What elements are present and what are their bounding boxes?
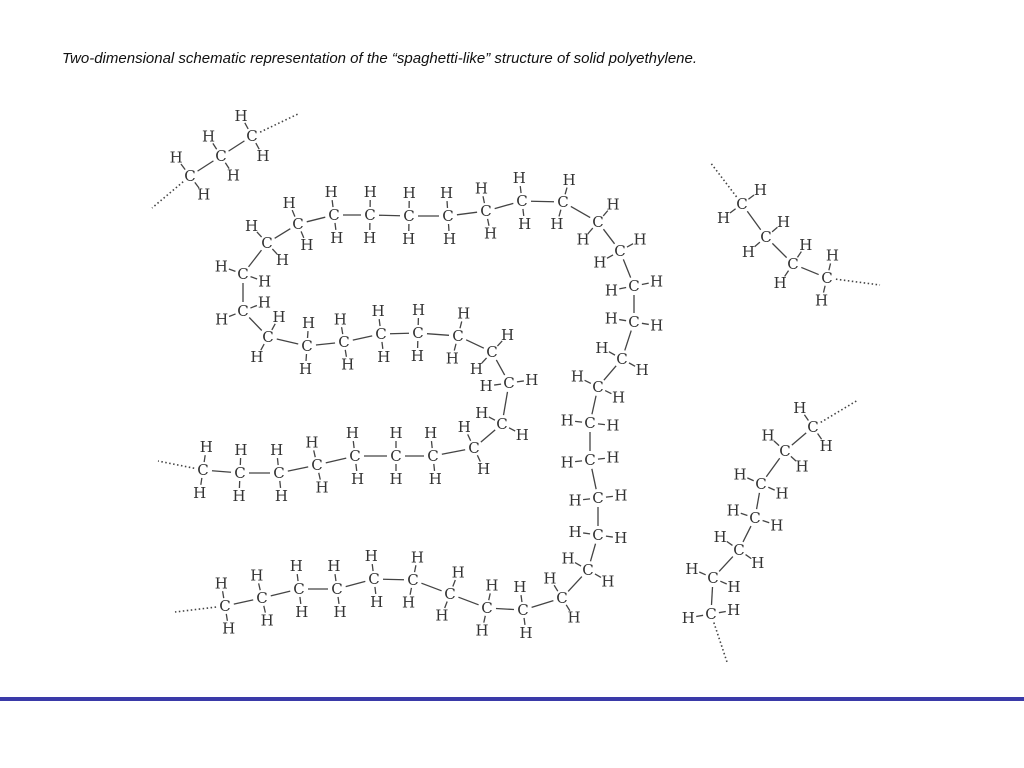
hydrogen-atom: H xyxy=(601,572,615,591)
carbon-atom: C xyxy=(234,464,246,482)
carbon-atom: C xyxy=(331,580,343,598)
carbon-bond xyxy=(212,471,231,473)
chain-continuation xyxy=(260,114,298,132)
hydrogen-atom: H xyxy=(402,184,416,203)
hydrogen-atom: H xyxy=(741,242,756,261)
hydrogen-atom: H xyxy=(295,602,309,621)
carbon-atom: C xyxy=(614,242,626,260)
hydrogen-atom: H xyxy=(250,566,264,585)
hydrogen-atom: H xyxy=(250,348,264,367)
carbon-atom: C xyxy=(517,601,529,619)
hydrogen-bond xyxy=(619,320,626,321)
carbon-atom: C xyxy=(219,597,231,615)
hydrogen-atom: H xyxy=(727,578,741,597)
hydrogen-atom: H xyxy=(568,491,582,510)
hydrogen-bond xyxy=(763,521,770,523)
hydrogen-bond xyxy=(727,541,733,545)
carbon-bond xyxy=(442,450,465,455)
hydrogen-atom: H xyxy=(234,106,248,125)
hydrogen-atom: H xyxy=(275,251,290,270)
carbon-bond xyxy=(604,366,616,380)
carbon-atom: C xyxy=(293,580,305,598)
carbon-bond xyxy=(496,608,514,609)
carbon-bond xyxy=(353,336,372,340)
hydrogen-atom: H xyxy=(815,291,829,310)
hydrogen-atom: H xyxy=(560,453,574,472)
carbon-atom: C xyxy=(184,167,196,185)
carbon-atom: C xyxy=(215,147,227,165)
hydrogen-atom: H xyxy=(402,229,416,248)
hydrogen-atom: H xyxy=(485,576,499,595)
carbon-atom: C xyxy=(486,343,498,361)
carbon-bond xyxy=(379,215,400,216)
hydrogen-bond xyxy=(583,533,590,534)
carbon-bond xyxy=(504,392,508,415)
figure-caption: Two-dimensional schematic representation of the “spaghetti-like” structure of solid polyethylene. xyxy=(62,50,698,67)
carbon-atom: C xyxy=(628,277,640,295)
hydrogen-atom: H xyxy=(298,359,313,378)
hydrogen-atom: H xyxy=(726,501,740,520)
hydrogen-bond xyxy=(642,323,649,324)
carbon-bond xyxy=(571,206,590,217)
carbon-atom xyxy=(442,207,453,225)
hydrogen-atom: H xyxy=(301,314,316,333)
hydrogen-atom: H xyxy=(412,301,426,320)
carbon-atom: C xyxy=(311,456,323,474)
hydrogen-atom: H xyxy=(477,459,491,478)
hydrogen-bond xyxy=(583,499,590,500)
carbon-atom: C xyxy=(481,599,493,617)
carbon-atom: C xyxy=(584,451,596,469)
hydrogen-bond xyxy=(598,458,605,459)
hydrogen-bond xyxy=(585,380,591,383)
hydrogen-atom: H xyxy=(214,574,228,593)
carbon-atom: C xyxy=(582,561,594,579)
hydrogen-atom: H xyxy=(341,355,355,374)
hydrogen-atom: H xyxy=(519,623,533,642)
hydrogen-atom: H xyxy=(282,193,296,212)
hydrogen-atom: H xyxy=(315,478,329,497)
carbon-bond xyxy=(711,587,712,605)
hydrogen-atom: H xyxy=(424,424,438,443)
hydrogen-atom: H xyxy=(351,469,365,488)
hydrogen-atom xyxy=(443,230,456,248)
hydrogen-atom: H xyxy=(561,549,575,568)
carbon-bond xyxy=(592,469,596,489)
hydrogen-atom: H xyxy=(604,309,618,328)
hydrogen-atom: H xyxy=(370,592,384,611)
chain-continuation xyxy=(714,623,727,662)
hydrogen-bond xyxy=(607,255,613,258)
hydrogen-bond xyxy=(250,305,257,308)
carbon-atom: C xyxy=(301,337,313,355)
hydrogen-atom: H xyxy=(475,404,489,423)
chain-continuation xyxy=(152,182,183,208)
carbon-atom: C xyxy=(412,324,424,342)
chain-continuation xyxy=(821,400,858,422)
hydrogen-bond xyxy=(642,283,649,284)
hydrogen-atom: H xyxy=(685,559,699,578)
hydrogen-atom: H xyxy=(244,216,259,235)
hydrogen-atom: H xyxy=(614,486,628,505)
hydrogen-atom: H xyxy=(327,557,341,576)
carbon-atom: C xyxy=(705,605,717,623)
hydrogen-bond xyxy=(699,572,705,575)
hydrogen-bond xyxy=(629,363,635,366)
carbon-atom: C xyxy=(787,255,799,273)
hydrogen-atom: H xyxy=(457,304,471,323)
carbon-bond xyxy=(307,217,326,222)
chain-continuation xyxy=(158,461,194,468)
carbon-bond xyxy=(271,591,291,596)
carbon-atom: C xyxy=(749,509,761,527)
hydrogen-atom: H xyxy=(650,316,664,335)
carbon-bond xyxy=(326,458,346,463)
carbon-bond xyxy=(421,583,441,591)
hydrogen-bond xyxy=(251,277,258,279)
hydrogen-atom: H xyxy=(428,469,442,488)
carbon-atom: C xyxy=(480,202,492,220)
hydrogen-atom: H xyxy=(560,411,574,430)
hydrogen-atom: H xyxy=(445,349,459,368)
carbon-atom: C xyxy=(707,569,719,587)
carbon-bond xyxy=(466,340,484,348)
carbon-atom: C xyxy=(807,418,819,436)
hydrogen-atom: H xyxy=(260,611,274,630)
hydrogen-atom: H xyxy=(474,179,488,198)
carbon-atom: C xyxy=(503,374,515,392)
hydrogen-atom: H xyxy=(512,169,526,188)
carbon-atom: C xyxy=(403,207,415,225)
hydrogen-bond xyxy=(741,513,748,515)
carbon-atom: C xyxy=(616,350,628,368)
hydrogen-atom: H xyxy=(333,602,347,621)
hydrogen-atom: H xyxy=(389,470,403,488)
hydrogen-atom: H xyxy=(576,230,590,249)
hydrogen-atom: H xyxy=(222,619,236,638)
carbon-atom: C xyxy=(256,589,268,607)
carbon-bond xyxy=(592,396,596,414)
hydrogen-atom: H xyxy=(300,236,314,255)
carbon-bond xyxy=(719,557,733,572)
carbon-bond xyxy=(316,343,335,345)
hydrogen-atom: H xyxy=(543,569,557,588)
carbon-bond xyxy=(801,267,818,274)
hydrogen-atom: H xyxy=(604,281,618,300)
hydrogen-bond xyxy=(575,461,582,462)
hydrogen-atom: H xyxy=(226,166,241,185)
carbon-bond xyxy=(603,229,614,244)
hydrogen-atom: H xyxy=(567,608,581,627)
carbon-atom: C xyxy=(328,206,340,224)
carbon-atom: C xyxy=(760,228,772,246)
carbon-atom: C xyxy=(736,195,748,213)
hydrogen-bond xyxy=(517,381,524,382)
carbon-atom: C xyxy=(755,475,767,493)
hydrogen-atom: H xyxy=(410,548,425,567)
hydrogen-bond xyxy=(494,384,501,385)
hydrogen-bond xyxy=(619,288,626,289)
carbon-atom: C xyxy=(592,213,604,231)
hydrogen-atom: H xyxy=(515,425,529,444)
hydrogen-atom: H xyxy=(479,377,493,396)
carbon-bond xyxy=(346,581,366,586)
hydrogen-atom: H xyxy=(761,426,775,445)
carbon-atom: C xyxy=(349,447,361,465)
hydrogen-atom xyxy=(402,230,415,248)
carbon-bond xyxy=(766,458,779,476)
hydrogen-atom: H xyxy=(484,224,498,243)
chain-continuation xyxy=(710,162,737,197)
carbon-atom: C xyxy=(442,207,454,225)
hydrogen-atom xyxy=(364,183,377,201)
hydrogen-atom: H xyxy=(197,185,211,204)
carbon-bond xyxy=(792,433,806,445)
hydrogen-atom: H xyxy=(717,208,731,227)
hydrogen-atom: H xyxy=(606,195,620,214)
carbon-bond xyxy=(623,259,630,277)
carbon-bond xyxy=(757,493,760,509)
hydrogen-atom: H xyxy=(345,424,359,443)
carbon-atom: C xyxy=(390,447,402,465)
hydrogen-bond xyxy=(595,574,601,577)
carbon-atom: C xyxy=(427,447,439,465)
carbon-bond xyxy=(198,161,214,171)
hydrogen-atom: H xyxy=(451,563,465,582)
carbon-atom: C xyxy=(592,526,604,544)
carbon-atom: C xyxy=(368,570,380,588)
hydrogen-atom: H xyxy=(562,170,576,189)
carbon-atom: C xyxy=(237,302,249,320)
hydrogen-atom: H xyxy=(825,246,839,265)
hydrogen-atom: H xyxy=(606,448,620,467)
carbon-bond xyxy=(772,243,786,257)
hydrogen-bond xyxy=(575,421,582,422)
hydrogen-atom: H xyxy=(612,388,626,407)
carbon-atom: C xyxy=(592,489,604,507)
hydrogen-atom: H xyxy=(568,522,582,541)
hydrogen-atom: H xyxy=(258,272,272,291)
hydrogen-atom: H xyxy=(305,433,319,452)
hydrogen-atom: H xyxy=(215,310,229,329)
hydrogen-atom: H xyxy=(401,593,416,612)
carbon-bond xyxy=(275,229,291,239)
carbon-atom: C xyxy=(261,234,273,252)
carbon-bond xyxy=(390,333,409,334)
carbon-bond xyxy=(625,331,631,351)
hydrogen-atom: H xyxy=(713,527,727,546)
hydrogen-atom: H xyxy=(770,516,784,535)
carbon-atom: C xyxy=(592,378,604,396)
hydrogen-atom: H xyxy=(525,370,539,389)
hydrogen-bond xyxy=(627,244,633,247)
carbon-bond xyxy=(383,579,404,580)
hydrogen-atom: H xyxy=(363,228,377,247)
hydrogen-atom: H xyxy=(201,127,216,146)
hydrogen-bond xyxy=(747,478,753,481)
hydrogen-atom xyxy=(403,184,416,202)
carbon-atom: C xyxy=(262,328,274,346)
carbon-bond xyxy=(496,360,504,375)
hydrogen-bond xyxy=(598,424,605,425)
hydrogen-atom: H xyxy=(681,608,695,627)
carbon-atom: C xyxy=(246,127,258,145)
hydrogen-atom: H xyxy=(550,215,564,234)
carbon-atom: C xyxy=(628,313,640,331)
hydrogen-bond xyxy=(575,563,581,566)
carbon-bond xyxy=(458,597,478,605)
hydrogen-atom: H xyxy=(595,338,609,357)
hydrogen-atom: H xyxy=(457,418,471,437)
carbon-bond xyxy=(568,577,582,592)
carbon-bond xyxy=(249,250,262,267)
hydrogen-bond xyxy=(229,269,236,271)
hydrogen-atom: H xyxy=(330,228,344,247)
hydrogen-atom: H xyxy=(633,230,647,249)
carbon-bond xyxy=(532,601,554,608)
hydrogen-atom: H xyxy=(614,529,628,548)
hydrogen-atom: H xyxy=(274,486,288,505)
hydrogen-atom: H xyxy=(270,441,284,460)
carbon-atom: C xyxy=(444,585,456,603)
hydrogen-atom: H xyxy=(795,457,809,476)
hydrogen-atom: H xyxy=(793,399,807,418)
hydrogen-atom: H xyxy=(442,229,457,248)
hydrogen-atom: H xyxy=(751,554,765,573)
carbon-atom: C xyxy=(516,192,528,210)
hydrogen-atom: H xyxy=(773,274,787,293)
carbon-atom: C xyxy=(364,206,376,224)
hydrogen-atom: H xyxy=(435,606,449,625)
chain-continuation xyxy=(175,607,216,612)
hydrogen-bond xyxy=(606,536,613,537)
hydrogen-atom: H xyxy=(289,557,303,576)
hydrogen-atom: H xyxy=(733,465,747,484)
carbon-atom: C xyxy=(407,571,419,589)
carbon-atom: C xyxy=(292,215,304,233)
carbon-atom xyxy=(403,207,414,225)
hydrogen-atom: H xyxy=(169,148,183,167)
hydrogen-atom: H xyxy=(819,436,833,455)
hydrogen-atom: H xyxy=(799,235,813,254)
carbon-bond xyxy=(743,526,751,542)
hydrogen-atom: H xyxy=(650,272,664,291)
hydrogen-bond xyxy=(489,417,495,420)
hydrogen-bond xyxy=(720,581,726,584)
hydrogen-atom: H xyxy=(513,578,527,597)
carbon-bond xyxy=(531,201,554,202)
hydrogen-atom: H xyxy=(518,214,532,233)
hydrogen-bond xyxy=(606,496,613,497)
hydrogen-bond xyxy=(719,612,726,613)
hydrogen-bond xyxy=(609,352,615,355)
carbon-bond xyxy=(481,430,495,442)
hydrogen-atom: H xyxy=(606,416,620,435)
carbon-atom: C xyxy=(452,327,464,345)
hydrogen-atom: H xyxy=(199,438,213,457)
carbon-bond xyxy=(427,334,449,336)
hydrogen-bond xyxy=(605,391,611,394)
hydrogen-bond xyxy=(730,209,736,213)
hydrogen-atom: H xyxy=(593,253,607,272)
hydrogen-atom: H xyxy=(469,359,483,378)
carbon-atom: C xyxy=(496,415,508,433)
hydrogen-bond xyxy=(696,615,703,616)
hydrogen-atom: H xyxy=(635,361,649,380)
hydrogen-atom: H xyxy=(570,367,584,386)
hydrogen-atom: H xyxy=(439,184,454,203)
carbon-atom: C xyxy=(468,439,480,457)
carbon-bond xyxy=(457,212,477,215)
hydrogen-atom: H xyxy=(775,484,789,503)
hydrogen-bond xyxy=(229,314,236,317)
hydrogen-atom: H xyxy=(727,601,741,620)
carbon-bond xyxy=(234,600,253,604)
carbon-atom: C xyxy=(237,265,249,283)
hydrogen-atom: H xyxy=(475,621,489,640)
carbon-bond xyxy=(229,141,245,151)
hydrogen-bond xyxy=(755,242,760,247)
carbon-atom: C xyxy=(556,589,568,607)
hydrogen-atom: H xyxy=(324,183,338,202)
carbon-atom: C xyxy=(779,442,791,460)
hydrogen-atom: H xyxy=(389,424,403,442)
hydrogen-bond xyxy=(509,428,515,431)
carbon-bond xyxy=(277,339,298,344)
hydrogen-atom: H xyxy=(232,486,246,505)
hydrogen-atom: H xyxy=(776,213,791,232)
hydrogen-atom: H xyxy=(363,183,377,202)
hydrogen-atom: H xyxy=(214,257,228,276)
hydrogen-atom: H xyxy=(256,147,270,166)
carbon-atom: C xyxy=(273,464,285,482)
hydrogen-atom: H xyxy=(272,307,286,326)
carbon-atom: C xyxy=(821,269,833,287)
hydrogen-atom: H xyxy=(234,441,248,460)
hydrogen-atom: H xyxy=(501,326,515,345)
carbon-bond xyxy=(590,544,595,562)
chain-continuation xyxy=(836,279,880,285)
carbon-bond xyxy=(495,203,514,208)
hydrogen-atom: H xyxy=(364,547,378,566)
carbon-bond xyxy=(249,317,262,330)
carbon-atom: C xyxy=(197,461,209,479)
hydrogen-atom: H xyxy=(257,293,271,312)
carbon-bond xyxy=(288,467,308,471)
carbon-atom: C xyxy=(733,541,745,559)
carbon-atom: C xyxy=(584,414,596,432)
hydrogen-atom: H xyxy=(193,483,207,502)
carbon-bond xyxy=(747,211,760,229)
carbon-atom: C xyxy=(557,193,569,211)
footer-rule xyxy=(0,697,1024,701)
hydrogen-atom: H xyxy=(753,181,767,200)
hydrogen-bond xyxy=(768,487,774,490)
